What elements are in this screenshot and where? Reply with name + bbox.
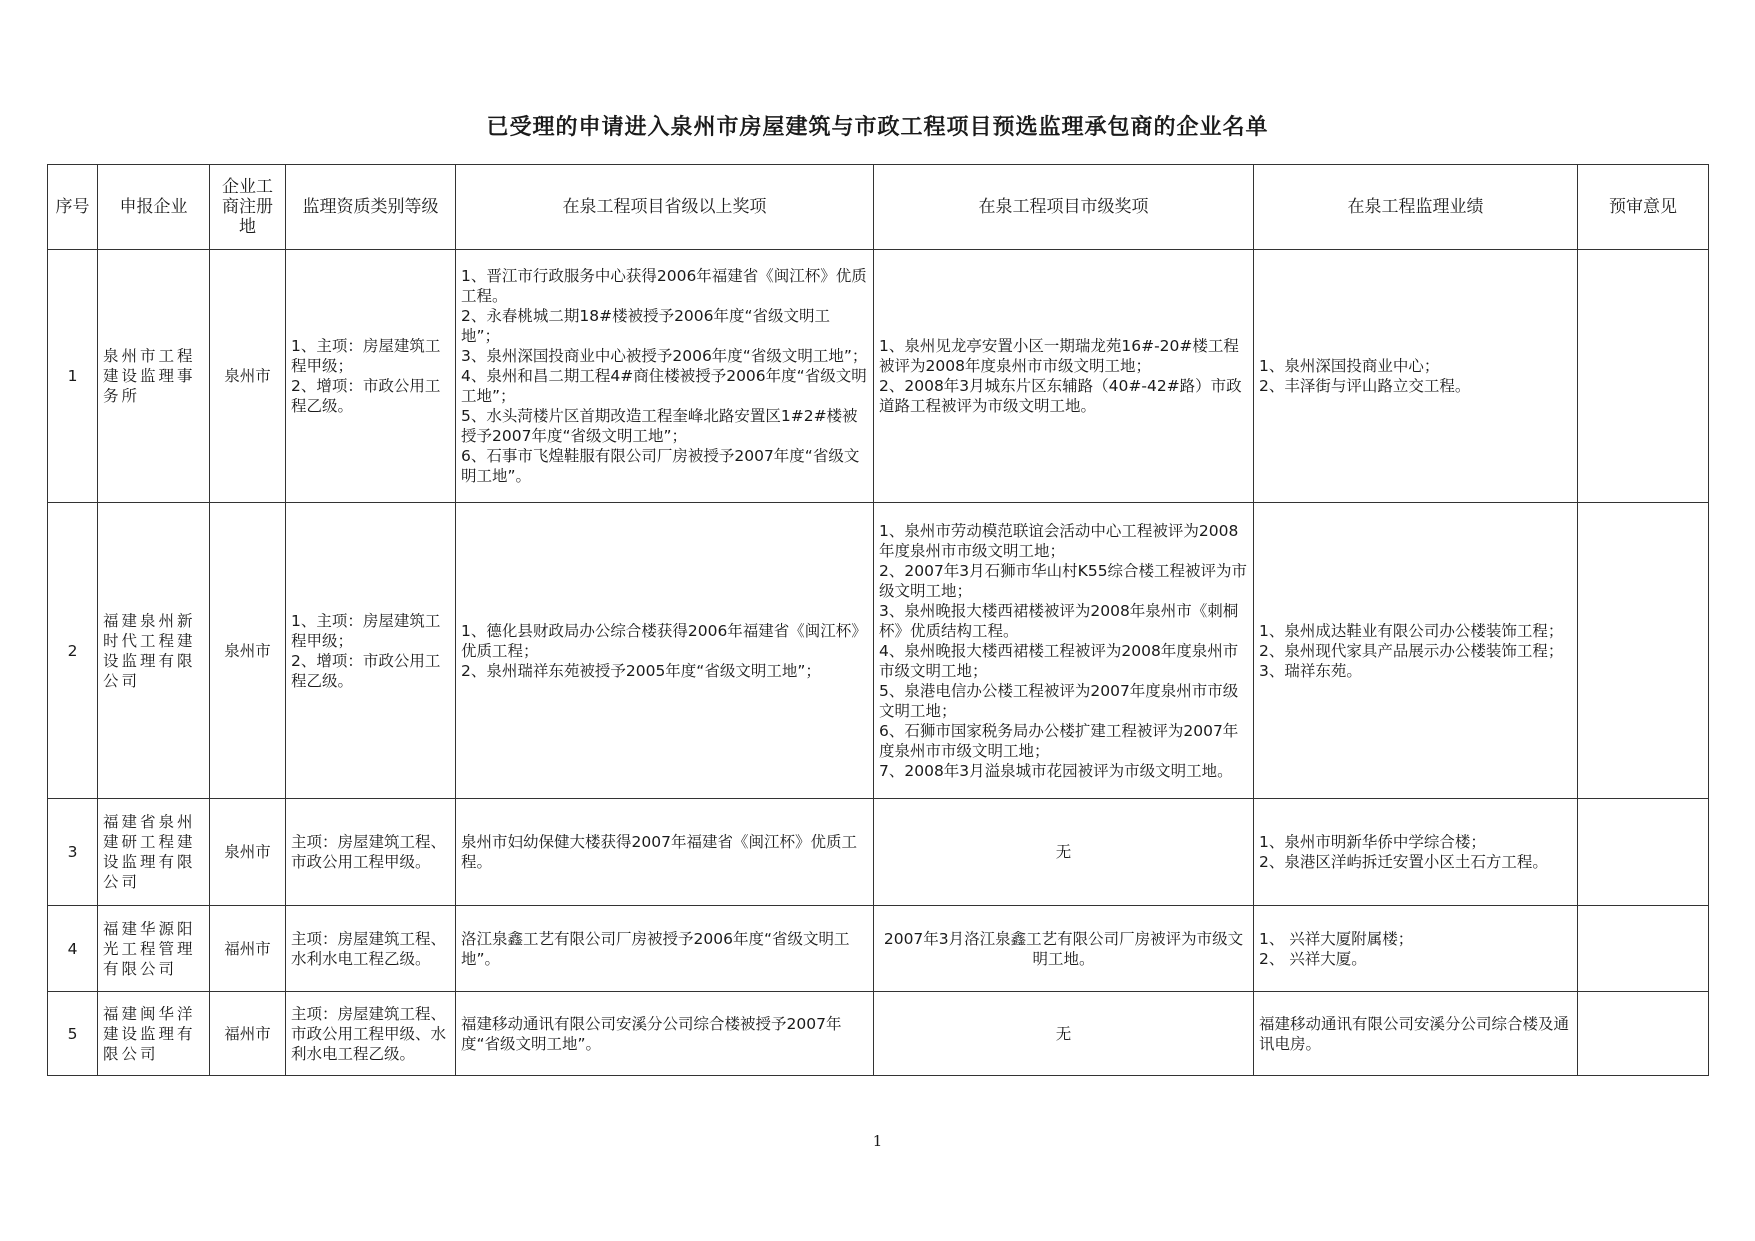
cell-performance-line: 福建移动通讯有限公司安溪分公司综合楼及通讯电房。	[1259, 1014, 1570, 1053]
table-row	[48, 799, 1709, 906]
cell-qualification-line: 主项：房屋建筑工程、水利水电工程乙级。	[291, 929, 447, 968]
cell-qualification	[286, 799, 456, 906]
cell-performance	[1254, 250, 1578, 503]
cell-city-awards-line: 4、泉州晚报大楼西裙楼工程被评为2008年度泉州市市级文明工地；	[879, 641, 1239, 680]
cell-city-awards-line: 5、泉港电信办公楼工程被评为2007年度泉州市市级文明工地；	[879, 681, 1239, 720]
header-qualification: 监理资质类别等级	[286, 165, 456, 250]
header-location: 企业工商注册地	[210, 165, 286, 250]
header-performance: 在泉工程监理业绩	[1254, 165, 1578, 250]
table-row	[48, 503, 1709, 799]
cell-location: 泉州市	[210, 503, 286, 799]
cell-provincial-awards	[456, 992, 874, 1076]
cell-performance	[1254, 503, 1578, 799]
cell-review	[1578, 992, 1709, 1076]
cell-provincial-awards-line: 2、泉州瑞祥东苑被授予2005年度“省级文明工地”；	[461, 661, 821, 680]
cell-company: 福建华源阳光工程管理有限公司	[98, 906, 210, 992]
cell-city-awards-line: 1、泉州市劳动模范联谊会活动中心工程被评为2008年度泉州市市级文明工地；	[879, 521, 1239, 560]
header-provincial-awards: 在泉工程项目省级以上奖项	[456, 165, 874, 250]
cell-qualification-line: 1、主项：房屋建筑工程甲级；	[291, 337, 441, 375]
cell-provincial-awards	[456, 250, 874, 503]
cell-location: 泉州市	[210, 799, 286, 906]
cell-city-awards	[874, 250, 1254, 503]
cell-performance-line: 2、泉州现代家具产品展示办公楼装饰工程；	[1259, 641, 1564, 660]
cell-city-awards-line: 2007年3月洛江泉鑫工艺有限公司厂房被评为市级文明工地。	[883, 929, 1244, 968]
cell-provincial-awards-line: 洛江泉鑫工艺有限公司厂房被授予2006年度“省级文明工地”。	[461, 929, 850, 968]
cell-seq: 5	[48, 992, 98, 1076]
cell-performance	[1254, 906, 1578, 992]
cell-performance	[1254, 799, 1578, 906]
cell-provincial-awards-line: 5、水头菏楼片区首期改造工程奎峰北路安置区1#2#楼被授予2007年度“省级文明工地”；	[461, 407, 858, 445]
cell-qualification	[286, 250, 456, 503]
cell-city-awards-line: 7、2008年3月溢泉城市花园被评为市级文明工地。	[879, 761, 1233, 780]
cell-provincial-awards-line: 2、永春桃城二期18#楼被授予2006年度“省级文明工地”；	[461, 307, 831, 345]
cell-provincial-awards-line: 4、泉州和昌二期工程4#商住楼被授予2006年度“省级文明工地”；	[461, 367, 867, 405]
header-review: 预审意见	[1578, 165, 1709, 250]
cell-location: 泉州市	[210, 250, 286, 503]
cell-location: 福州市	[210, 906, 286, 992]
page-number: 1	[872, 1132, 883, 1150]
cell-city-awards	[874, 799, 1254, 906]
cell-city-awards	[874, 992, 1254, 1076]
cell-review	[1578, 906, 1709, 992]
cell-provincial-awards-line: 6、石事市飞煌鞋服有限公司厂房被授予2007年度“省级文明工地”。	[461, 447, 860, 485]
cell-city-awards-line: 6、石狮市国家税务局办公楼扩建工程被评为2007年度泉州市市级文明工地；	[879, 721, 1239, 760]
cell-qualification-line: 2、增项：市政公用工程乙级。	[291, 651, 441, 690]
cell-performance-line: 1、泉州成达鞋业有限公司办公楼装饰工程；	[1259, 621, 1564, 640]
enterprise-table	[47, 164, 1709, 1076]
cell-location: 福州市	[210, 992, 286, 1076]
cell-company: 泉州市工程建设监理事务所	[98, 250, 210, 503]
cell-provincial-awards-line: 1、晋江市行政服务中心获得2006年福建省《闽江杯》优质工程。	[461, 267, 867, 305]
cell-review	[1578, 503, 1709, 799]
table-row	[48, 992, 1709, 1076]
cell-performance-line: 2、丰泽街与评山路立交工程。	[1259, 377, 1471, 395]
cell-qualification-line: 主项：房屋建筑工程、市政公用工程甲级、水利水电工程乙级。	[291, 1004, 447, 1063]
cell-city-awards-line: 3、泉州晚报大楼西裙楼被评为2008年泉州市《刺桐杯》优质结构工程。	[879, 601, 1239, 640]
header-city-awards: 在泉工程项目市级奖项	[874, 165, 1254, 250]
cell-city-awards-line: 无	[1055, 843, 1072, 861]
table-header-row	[48, 165, 1709, 250]
cell-performance	[1254, 992, 1578, 1076]
cell-city-awards-line: 无	[1055, 1024, 1072, 1043]
cell-provincial-awards	[456, 503, 874, 799]
table-row	[48, 906, 1709, 992]
header-seq: 序号	[48, 165, 98, 250]
cell-city-awards-line: 1、泉州见龙亭安置小区一期瑞龙苑16#-20#楼工程被评为2008年度泉州市市级文明工地；	[879, 337, 1239, 375]
cell-provincial-awards-line: 1、德化县财政局办公综合楼获得2006年福建省《闽江杯》优质工程；	[461, 621, 867, 660]
cell-seq: 4	[48, 906, 98, 992]
cell-review	[1578, 799, 1709, 906]
cell-performance-line: 1、泉州深国投商业中心；	[1259, 357, 1440, 375]
table-body	[48, 250, 1709, 1076]
cell-city-awards-line: 2、2007年3月石狮市华山村K55综合楼工程被评为市级文明工地；	[879, 561, 1248, 600]
cell-seq: 3	[48, 799, 98, 906]
cell-provincial-awards-line: 福建移动通讯有限公司安溪分公司综合楼被授予2007年度“省级文明工地”。	[461, 1014, 842, 1053]
table-row	[48, 250, 1709, 503]
cell-qualification	[286, 906, 456, 992]
cell-qualification	[286, 992, 456, 1076]
cell-qualification	[286, 503, 456, 799]
cell-performance-line: 2、 兴祥大厦。	[1259, 949, 1367, 968]
cell-qualification-line: 1、主项：房屋建筑工程甲级；	[291, 611, 441, 650]
cell-performance-line: 1、泉州市明新华侨中学综合楼；	[1259, 833, 1486, 851]
page-title: 已受理的申请进入泉州市房屋建筑与市政工程项目预选监理承包商的企业名单	[486, 115, 1269, 140]
cell-review	[1578, 250, 1709, 503]
cell-performance-line: 2、泉港区洋屿拆迁安置小区土石方工程。	[1259, 853, 1548, 871]
cell-performance-line: 3、瑞祥东苑。	[1259, 661, 1362, 680]
cell-seq: 1	[48, 250, 98, 503]
cell-city-awards	[874, 503, 1254, 799]
cell-provincial-awards-line: 泉州市妇幼保健大楼获得2007年福建省《闽江杯》优质工程。	[461, 833, 857, 871]
cell-provincial-awards	[456, 799, 874, 906]
cell-qualification-line: 2、增项：市政公用工程乙级。	[291, 377, 441, 415]
cell-city-awards-line: 2、2008年3月城东片区东辅路（40#-42#路）市政道路工程被评为市级文明工地。	[879, 377, 1242, 415]
cell-performance-line: 1、 兴祥大厦附属楼；	[1259, 929, 1414, 948]
cell-city-awards	[874, 906, 1254, 992]
cell-company: 福建省泉州建研工程建设监理有限公司	[98, 799, 210, 906]
cell-provincial-awards	[456, 906, 874, 992]
cell-company: 福建泉州新时代工程建设监理有限公司	[98, 503, 210, 799]
header-company: 申报企业	[98, 165, 210, 250]
cell-company: 福建闽华洋建设监理有限公司	[98, 992, 210, 1076]
cell-provincial-awards-line: 3、泉州深国投商业中心被授予2006年度“省级文明工地”；	[461, 347, 868, 365]
cell-qualification-line: 主项：房屋建筑工程、市政公用工程甲级。	[291, 833, 447, 871]
cell-seq: 2	[48, 503, 98, 799]
